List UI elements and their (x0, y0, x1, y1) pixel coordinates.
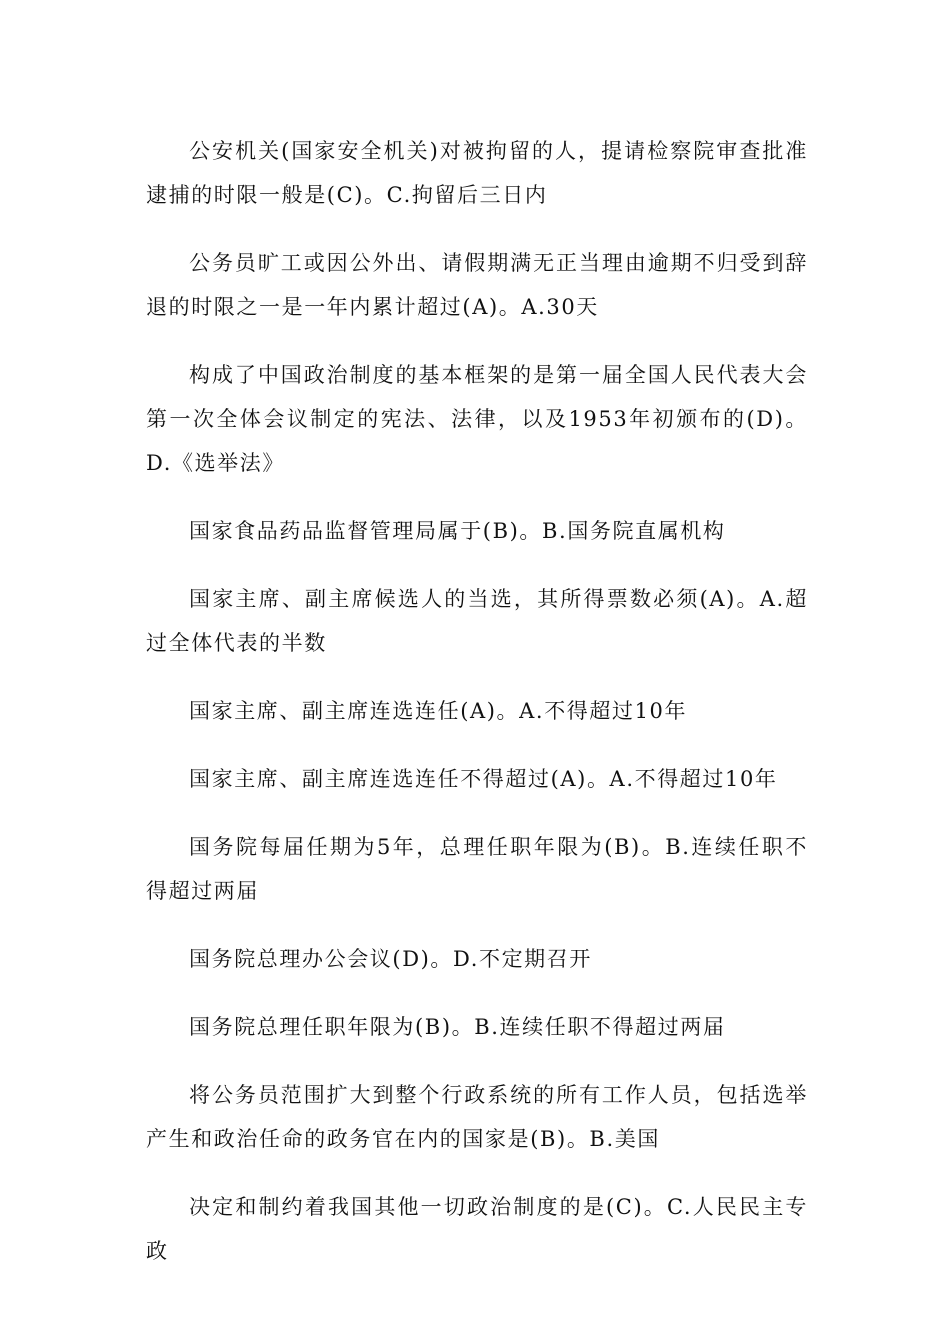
question-paragraph: 将公务员范围扩大到整个行政系统的所有工作人员，包括选举产生和政治任命的政务官在内的国家是(B)。B.美国 (146, 1083, 808, 1151)
document-body (146, 129, 808, 1297)
question-paragraph: 公务员旷工或因公外出、请假期满无正当理由逾期不归受到辞退的时限之一是一年内累计超过(A)。A.30天 (146, 251, 808, 319)
question-paragraph: 公安机关(国家安全机关)对被拘留的人，提请检察院审查批准逮捕的时限一般是(C)。C.拘留后三日内 (146, 139, 808, 207)
question-paragraph: 国务院每届任期为5年，总理任职年限为(B)。B.连续任职不得超过两届 (146, 835, 808, 903)
question-paragraph: 国家主席、副主席候选人的当选，其所得票数必须(A)。A.超过全体代表的半数 (146, 587, 808, 655)
question-paragraph: 国家主席、副主席连选连任(A)。A.不得超过10年 (189, 699, 688, 723)
question-paragraph: 构成了中国政治制度的基本框架的是第一届全国人民代表大会第一次全体会议制定的宪法、法律，以及1953年初颁布的(D)。D.《选举法》 (146, 363, 808, 475)
question-paragraph: 国家食品药品监督管理局属于(B)。B.国务院直属机构 (189, 519, 726, 543)
question-paragraph: 决定和制约着我国其他一切政治制度的是(C)。C.人民民主专政 (146, 1195, 808, 1263)
question-paragraph: 国家主席、副主席连选连任不得超过(A)。A.不得超过10年 (189, 767, 778, 791)
question-paragraph: 国务院总理任职年限为(B)。B.连续任职不得超过两届 (189, 1015, 726, 1039)
question-paragraph: 国务院总理办公会议(D)。D.不定期召开 (189, 947, 592, 971)
